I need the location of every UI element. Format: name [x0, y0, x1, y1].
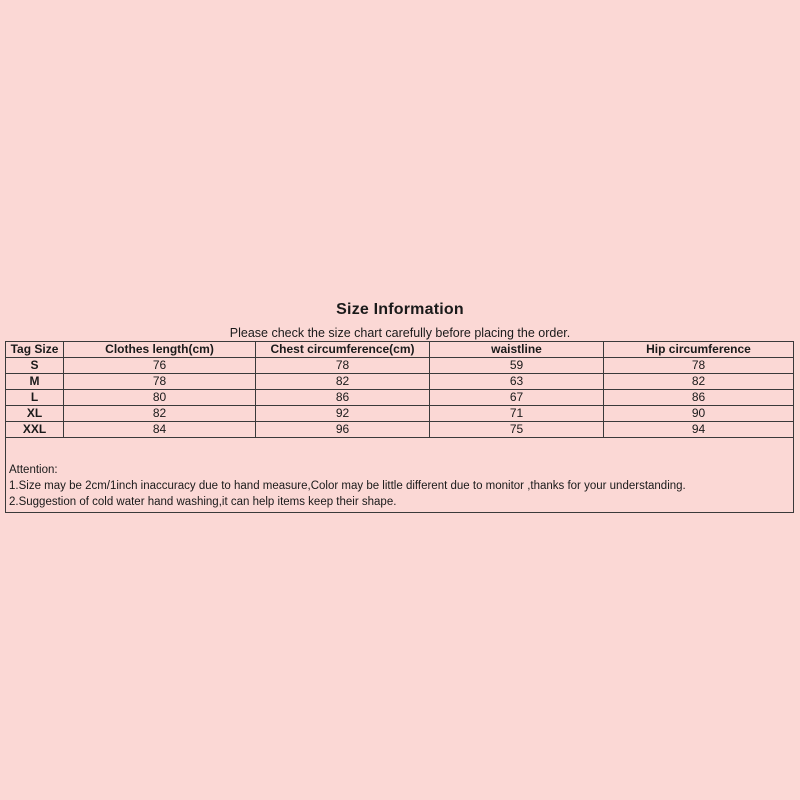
- measurement-cell: 76: [64, 358, 256, 374]
- tag-size-cell: S: [6, 358, 64, 374]
- measurement-cell: 78: [64, 374, 256, 390]
- measurement-cell: 75: [430, 422, 604, 438]
- measurement-cell: 86: [256, 390, 430, 406]
- column-header: waistline: [430, 342, 604, 358]
- table-row: [6, 374, 794, 390]
- page-subtitle: Please check the size chart carefully before placing the order.: [229, 326, 571, 340]
- table-row: [6, 422, 794, 438]
- measurement-cell: 80: [64, 390, 256, 406]
- measurement-cell: 84: [64, 422, 256, 438]
- measurement-cell: 82: [64, 406, 256, 422]
- tag-size-cell: XXL: [6, 422, 64, 438]
- table-row: [6, 390, 794, 406]
- tag-size-cell: M: [6, 374, 64, 390]
- column-header: Chest circumference(cm): [256, 342, 430, 358]
- measurement-cell: 71: [430, 406, 604, 422]
- measurement-cell: 82: [256, 374, 430, 390]
- measurement-cell: 92: [256, 406, 430, 422]
- tag-size-cell: XL: [6, 406, 64, 422]
- measurement-cell: 90: [604, 406, 794, 422]
- table-header-row: [6, 342, 794, 358]
- measurement-cell: 78: [256, 358, 430, 374]
- attention-row: [6, 438, 794, 513]
- measurement-cell: 82: [604, 374, 794, 390]
- column-header: Hip circumference: [604, 342, 794, 358]
- measurement-cell: 96: [256, 422, 430, 438]
- attention-note-2: 2.Suggestion of cold water hand washing,it can help items keep their shape.: [9, 496, 397, 508]
- measurement-cell: 59: [430, 358, 604, 374]
- measurement-cell: 63: [430, 374, 604, 390]
- tag-size-cell: L: [6, 390, 64, 406]
- size-table: [5, 341, 794, 513]
- attention-note: [6, 438, 794, 513]
- column-header: Clothes length(cm): [64, 342, 256, 358]
- table-row: [6, 406, 794, 422]
- measurement-cell: 86: [604, 390, 794, 406]
- attention-heading: Attention:: [9, 464, 58, 476]
- column-header: Tag Size: [6, 342, 64, 358]
- measurement-cell: 78: [604, 358, 794, 374]
- attention-note-1: 1.Size may be 2cm/1inch inaccuracy due to hand measure,Color may be little different due to monitor ,thanks for your understanding.: [9, 480, 686, 492]
- table-row: [6, 358, 794, 374]
- page-title: Size Information: [336, 301, 464, 318]
- measurement-cell: 94: [604, 422, 794, 438]
- measurement-cell: 67: [430, 390, 604, 406]
